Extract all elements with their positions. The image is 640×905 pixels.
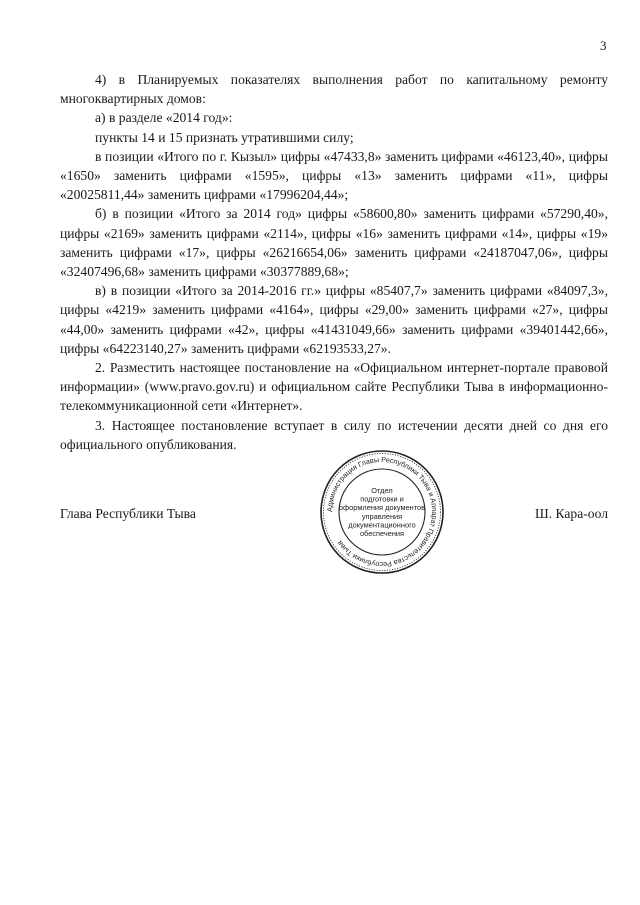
paragraph-points-repeal: пункты 14 и 15 признать утратившими силу; (95, 129, 354, 145)
stamp-center-line: подготовки и (360, 494, 404, 504)
official-stamp (318, 448, 446, 576)
stamp-center-line: Отдел (371, 486, 393, 495)
page-number: 3 (600, 38, 607, 53)
stamp-center-line: обеспечения (359, 529, 405, 538)
stamp-center-line: документационного (348, 520, 416, 530)
stamp-seal-graphic (318, 448, 446, 576)
stamp-center-line: оформления документов (338, 503, 426, 513)
stamp-center-line: управления (361, 511, 403, 521)
signer-name: Ш. Кара-оол (535, 506, 608, 521)
document-body (60, 70, 608, 454)
paragraph-subitem-b: б) в позиции «Итого за 2014 год» цифры «58600,80» заменить цифрами «57290,40», цифры «2169» заменить цифрами «2114», цифры «16» заменить цифрами «14», цифры «19» заменить цифрами «17», цифры «26216654,06» заменить цифрами «24187047,06», цифры «32407496,68» заменить цифрами «30377889,68»; (60, 206, 608, 280)
paragraph-kyzyl-total: в позиции «Итого по г. Кызыл» цифры «47433,8» заменить цифрами «46123,40», цифры «1650» заменить цифрами «1595», цифры «13» заменить цифрами «11», цифры «20025811,44» заменить цифрами «17996204,44»; (60, 148, 608, 203)
paragraph-subitem-a: а) в разделе «2014 год»: (95, 110, 233, 126)
paragraph-item-3-entry-into-force: 3. Настоящее постановление вступает в силу по истечении десяти дней со дня его официального опубликования. (60, 417, 608, 452)
signer-title: Глава Республики Тыва (60, 506, 196, 521)
stamp-ring-text-path: Администрация Главы Республики Тыва и Аппарат Правительства Республики Тыва (324, 454, 440, 570)
paragraph-item-2-publication: 2. Разместить настоящее постановление на «Официальном интернет-портале правовой информации» (www.pravo.gov.ru) и официальном сайте Республики Тыва в информационно-телекоммуникационной сети «Интернет». (60, 360, 608, 414)
paragraph-item-4: 4) в Планируемых показателях выполнения работ по капитальному ремонту многоквартирных домов: (60, 72, 608, 107)
paragraph-subitem-v: в) в позиции «Итого за 2014-2016 гг.» цифры «85407,7» заменить цифрами «84097,3», цифры «4219» заменить цифрами «4164», цифры «29,00» заменить цифрами «27», цифры «44,00» заменить цифрами «42», цифры «41431049,66» заменить цифрами «39401442,66», цифры «64223140,27» заменить цифрами «62193533,27». (60, 283, 608, 356)
